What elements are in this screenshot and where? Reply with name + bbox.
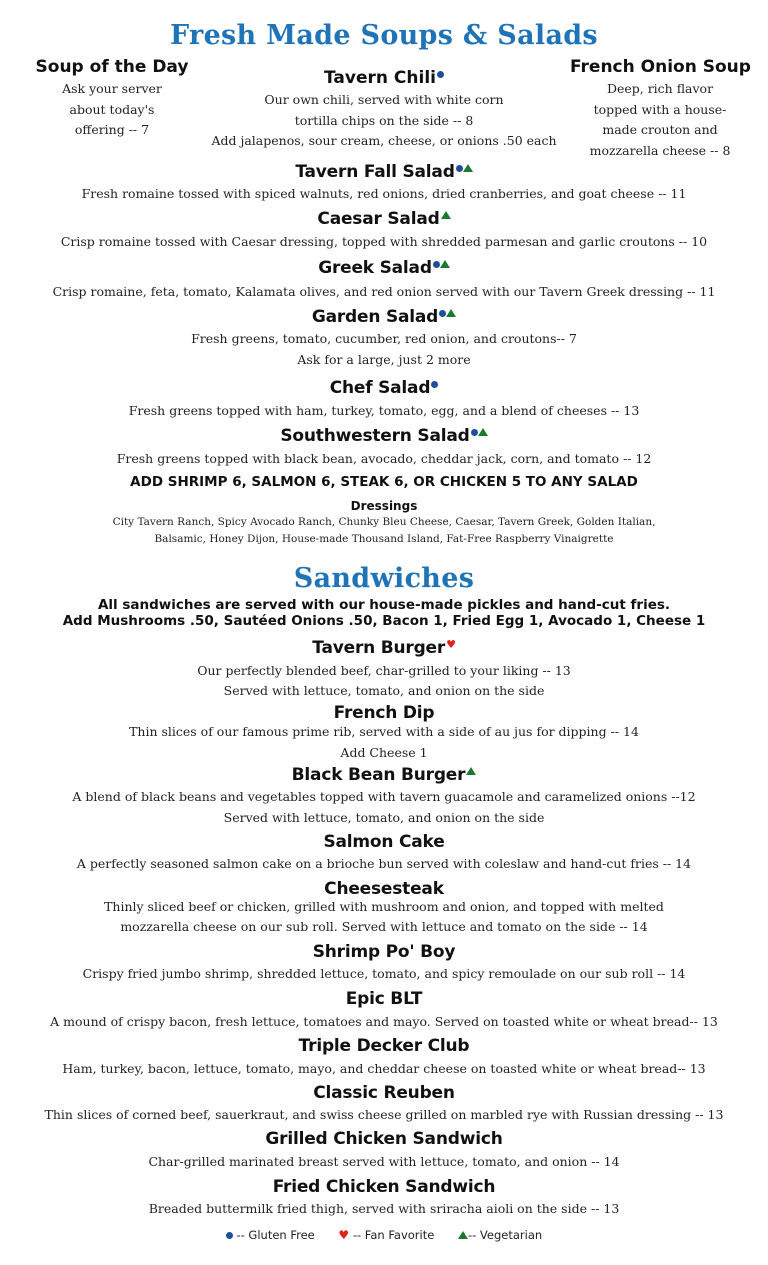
soup-of-the-day <box>22 57 202 141</box>
tavern-chili-title: Tavern Chili <box>324 68 436 88</box>
menu-item-title <box>0 989 768 1009</box>
item-description: Our perfectly blended beef, char-grilled to your liking -- 13 <box>197 663 571 678</box>
legend-label: -- Fan Favorite <box>352 1228 435 1242</box>
item-description: mozzarella cheese on our sub roll. Served with lettuce and tomato on the side -- 14 <box>120 919 648 934</box>
dressings-title: Dressings <box>350 499 418 513</box>
soup-of-the-day-line: Ask your server <box>62 81 162 96</box>
french-onion-line: made crouton and <box>602 122 718 137</box>
soup-of-the-day-line: about today's <box>69 101 155 117</box>
tavern-chili-line: tortilla chips on the side -- 8 <box>294 112 474 128</box>
menu-item-title <box>0 1083 768 1103</box>
vegetarian-icon <box>440 260 450 268</box>
menu-item-title <box>0 1177 768 1197</box>
item-description: Add Cheese 1 <box>340 745 428 760</box>
vegetarian-icon <box>458 1231 468 1239</box>
item-name: Triple Decker Club <box>298 1036 470 1056</box>
tavern-chili-line: Add jalapenos, sour cream, cheese, or onions .50 each <box>211 133 557 148</box>
menu-item-title <box>0 879 768 899</box>
vegetarian-icon <box>446 309 456 317</box>
item-description: Served with lettuce, tomato, and onion on the side <box>223 683 545 698</box>
item-description: Served with lettuce, tomato, and onion on the side <box>223 810 545 825</box>
legend-gluten-free <box>226 1228 315 1242</box>
french-onion-line: mozzarella cheese -- 8 <box>589 142 731 158</box>
item-name: Grilled Chicken Sandwich <box>265 1129 503 1149</box>
legend-label: -- Gluten Free <box>236 1228 315 1242</box>
vegetarian-icon <box>478 428 488 436</box>
french-onion-title: French Onion Soup <box>570 57 751 77</box>
item-description: Fresh romaine tossed with spiced walnuts, red onions, dried cranberries, and goat cheese -- 11 <box>81 186 687 201</box>
gluten-free-icon <box>226 1232 233 1239</box>
gluten-free-icon <box>471 429 478 436</box>
item-description: Ham, turkey, bacon, lettuce, tomato, mayo, and cheddar cheese on toasted white or wheat bread-- 13 <box>62 1061 706 1076</box>
item-description: A perfectly seasoned salmon cake on a brioche bun served with coleslaw and hand-cut fries -- 14 <box>76 856 692 871</box>
menu-item-title <box>0 307 768 327</box>
item-name: Salmon Cake <box>323 832 445 852</box>
item-description: Char-grilled marinated breast served with lettuce, tomato, and onion -- 14 <box>148 1154 620 1169</box>
vegetarian-icon <box>441 211 451 219</box>
item-description: A blend of black beans and vegetables topped with tavern guacamole and caramelized onions --12 <box>72 789 696 804</box>
legend-vegetarian <box>458 1228 542 1242</box>
menu-item-title <box>0 1129 768 1149</box>
menu-item-title <box>0 1036 768 1056</box>
item-name: Caesar Salad <box>317 209 440 229</box>
item-name: Black Bean Burger <box>291 765 466 785</box>
menu-item-title <box>0 426 768 446</box>
item-name: Cheesesteak <box>324 879 444 899</box>
soup-of-the-day-line: offering -- 7 <box>74 122 150 137</box>
dressings-line: Balsamic, Honey Dijon, House-made Thousand Island, Fat-Free Raspberry Vinaigrette <box>154 533 614 545</box>
menu-item-title <box>0 832 768 852</box>
sandwiches-note: Add Mushrooms .50, Sautéed Onions .50, Bacon 1, Fried Egg 1, Avocado 1, Cheese 1 <box>62 613 706 629</box>
tavern-chili <box>184 68 584 152</box>
french-onion-soup <box>570 57 750 161</box>
legend <box>0 1228 768 1242</box>
vegetarian-icon <box>466 767 476 775</box>
menu-item-title <box>0 378 768 398</box>
french-onion-line: topped with a house- <box>593 101 727 117</box>
item-description: Crisp romaine tossed with Caesar dressing, topped with shredded parmesan and garlic croutons -- 10 <box>60 234 708 249</box>
item-description: Thin slices of our famous prime rib, served with a side of au jus for dipping -- 14 <box>129 724 639 739</box>
french-onion-line: Deep, rich flavor <box>606 81 714 96</box>
legend-label: -- Vegetarian <box>467 1228 543 1242</box>
soup-of-the-day-title: Soup of the Day <box>35 57 189 77</box>
item-description: Thin slices of corned beef, sauerkraut, and swiss cheese grilled on marbled rye with Russian dressing -- 13 <box>44 1107 724 1122</box>
item-name: Tavern Fall Salad <box>295 162 455 182</box>
tavern-chili-line: Our own chili, served with white corn <box>264 92 504 107</box>
item-name: Shrimp Po' Boy <box>312 942 456 962</box>
heart-icon: ♥ <box>338 1228 350 1242</box>
legend-fan-favorite <box>338 1228 434 1242</box>
item-description: Ask for a large, just 2 more <box>297 352 471 367</box>
gluten-free-icon <box>431 381 438 388</box>
item-name: Epic BLT <box>345 989 423 1009</box>
item-description: Fresh greens topped with ham, turkey, tomato, egg, and a blend of cheeses -- 13 <box>128 403 640 418</box>
menu-item-title <box>0 638 768 658</box>
item-description: Crispy fried jumbo shrimp, shredded lettuce, tomato, and spicy remoulade on our sub roll -- 14 <box>82 966 686 981</box>
menu-item-title <box>0 942 768 962</box>
item-description: Breaded buttermilk fried thigh, served with sriracha aioli on the side -- 13 <box>148 1201 620 1216</box>
item-name: Fried Chicken Sandwich <box>272 1177 496 1197</box>
item-description: A mound of crispy bacon, fresh lettuce, tomatoes and mayo. Served on toasted white or wheat bread-- 13 <box>50 1014 718 1029</box>
item-description: Thinly sliced beef or chicken, grilled with mushroom and onion, and topped with melted <box>104 899 664 914</box>
salad-addons-note: ADD SHRIMP 6, SALMON 6, STEAK 6, OR CHICKEN 5 TO ANY SALAD <box>130 474 638 490</box>
vegetarian-icon <box>463 164 473 172</box>
item-name: Southwestern Salad <box>280 426 470 446</box>
item-description: Fresh greens topped with black bean, avocado, cheddar jack, corn, and tomato -- 12 <box>116 451 652 466</box>
gluten-free-icon <box>439 310 446 317</box>
sandwiches-heading: Sandwiches <box>293 563 475 594</box>
soups-salads-heading: Fresh Made Soups & Salads <box>170 20 598 51</box>
item-description: Crisp romaine, feta, tomato, Kalamata olives, and red onion served with our Tavern Greek dressing -- 11 <box>52 284 716 299</box>
menu-item-title <box>0 703 768 723</box>
gluten-free-icon <box>437 71 444 78</box>
sandwiches-note: All sandwiches are served with our house-made pickles and hand-cut fries. <box>97 597 671 613</box>
item-name: Classic Reuben <box>313 1083 455 1103</box>
item-name: French Dip <box>333 703 435 723</box>
menu-item-title <box>0 209 768 229</box>
item-name: Greek Salad <box>318 258 432 278</box>
menu-item-title <box>0 765 768 785</box>
heart-icon: ♥ <box>446 638 456 651</box>
item-name: Tavern Burger <box>312 638 446 658</box>
item-name: Chef Salad <box>329 378 431 398</box>
menu-item-title <box>0 162 768 182</box>
menu-item-title <box>0 258 768 278</box>
item-description: Fresh greens, tomato, cucumber, red onion, and croutons-- 7 <box>191 331 577 346</box>
dressings-line: City Tavern Ranch, Spicy Avocado Ranch, Chunky Bleu Cheese, Caesar, Tavern Greek, Golden Italian, <box>112 516 656 528</box>
gluten-free-icon <box>433 261 440 268</box>
item-name: Garden Salad <box>311 307 439 327</box>
gluten-free-icon <box>456 165 463 172</box>
